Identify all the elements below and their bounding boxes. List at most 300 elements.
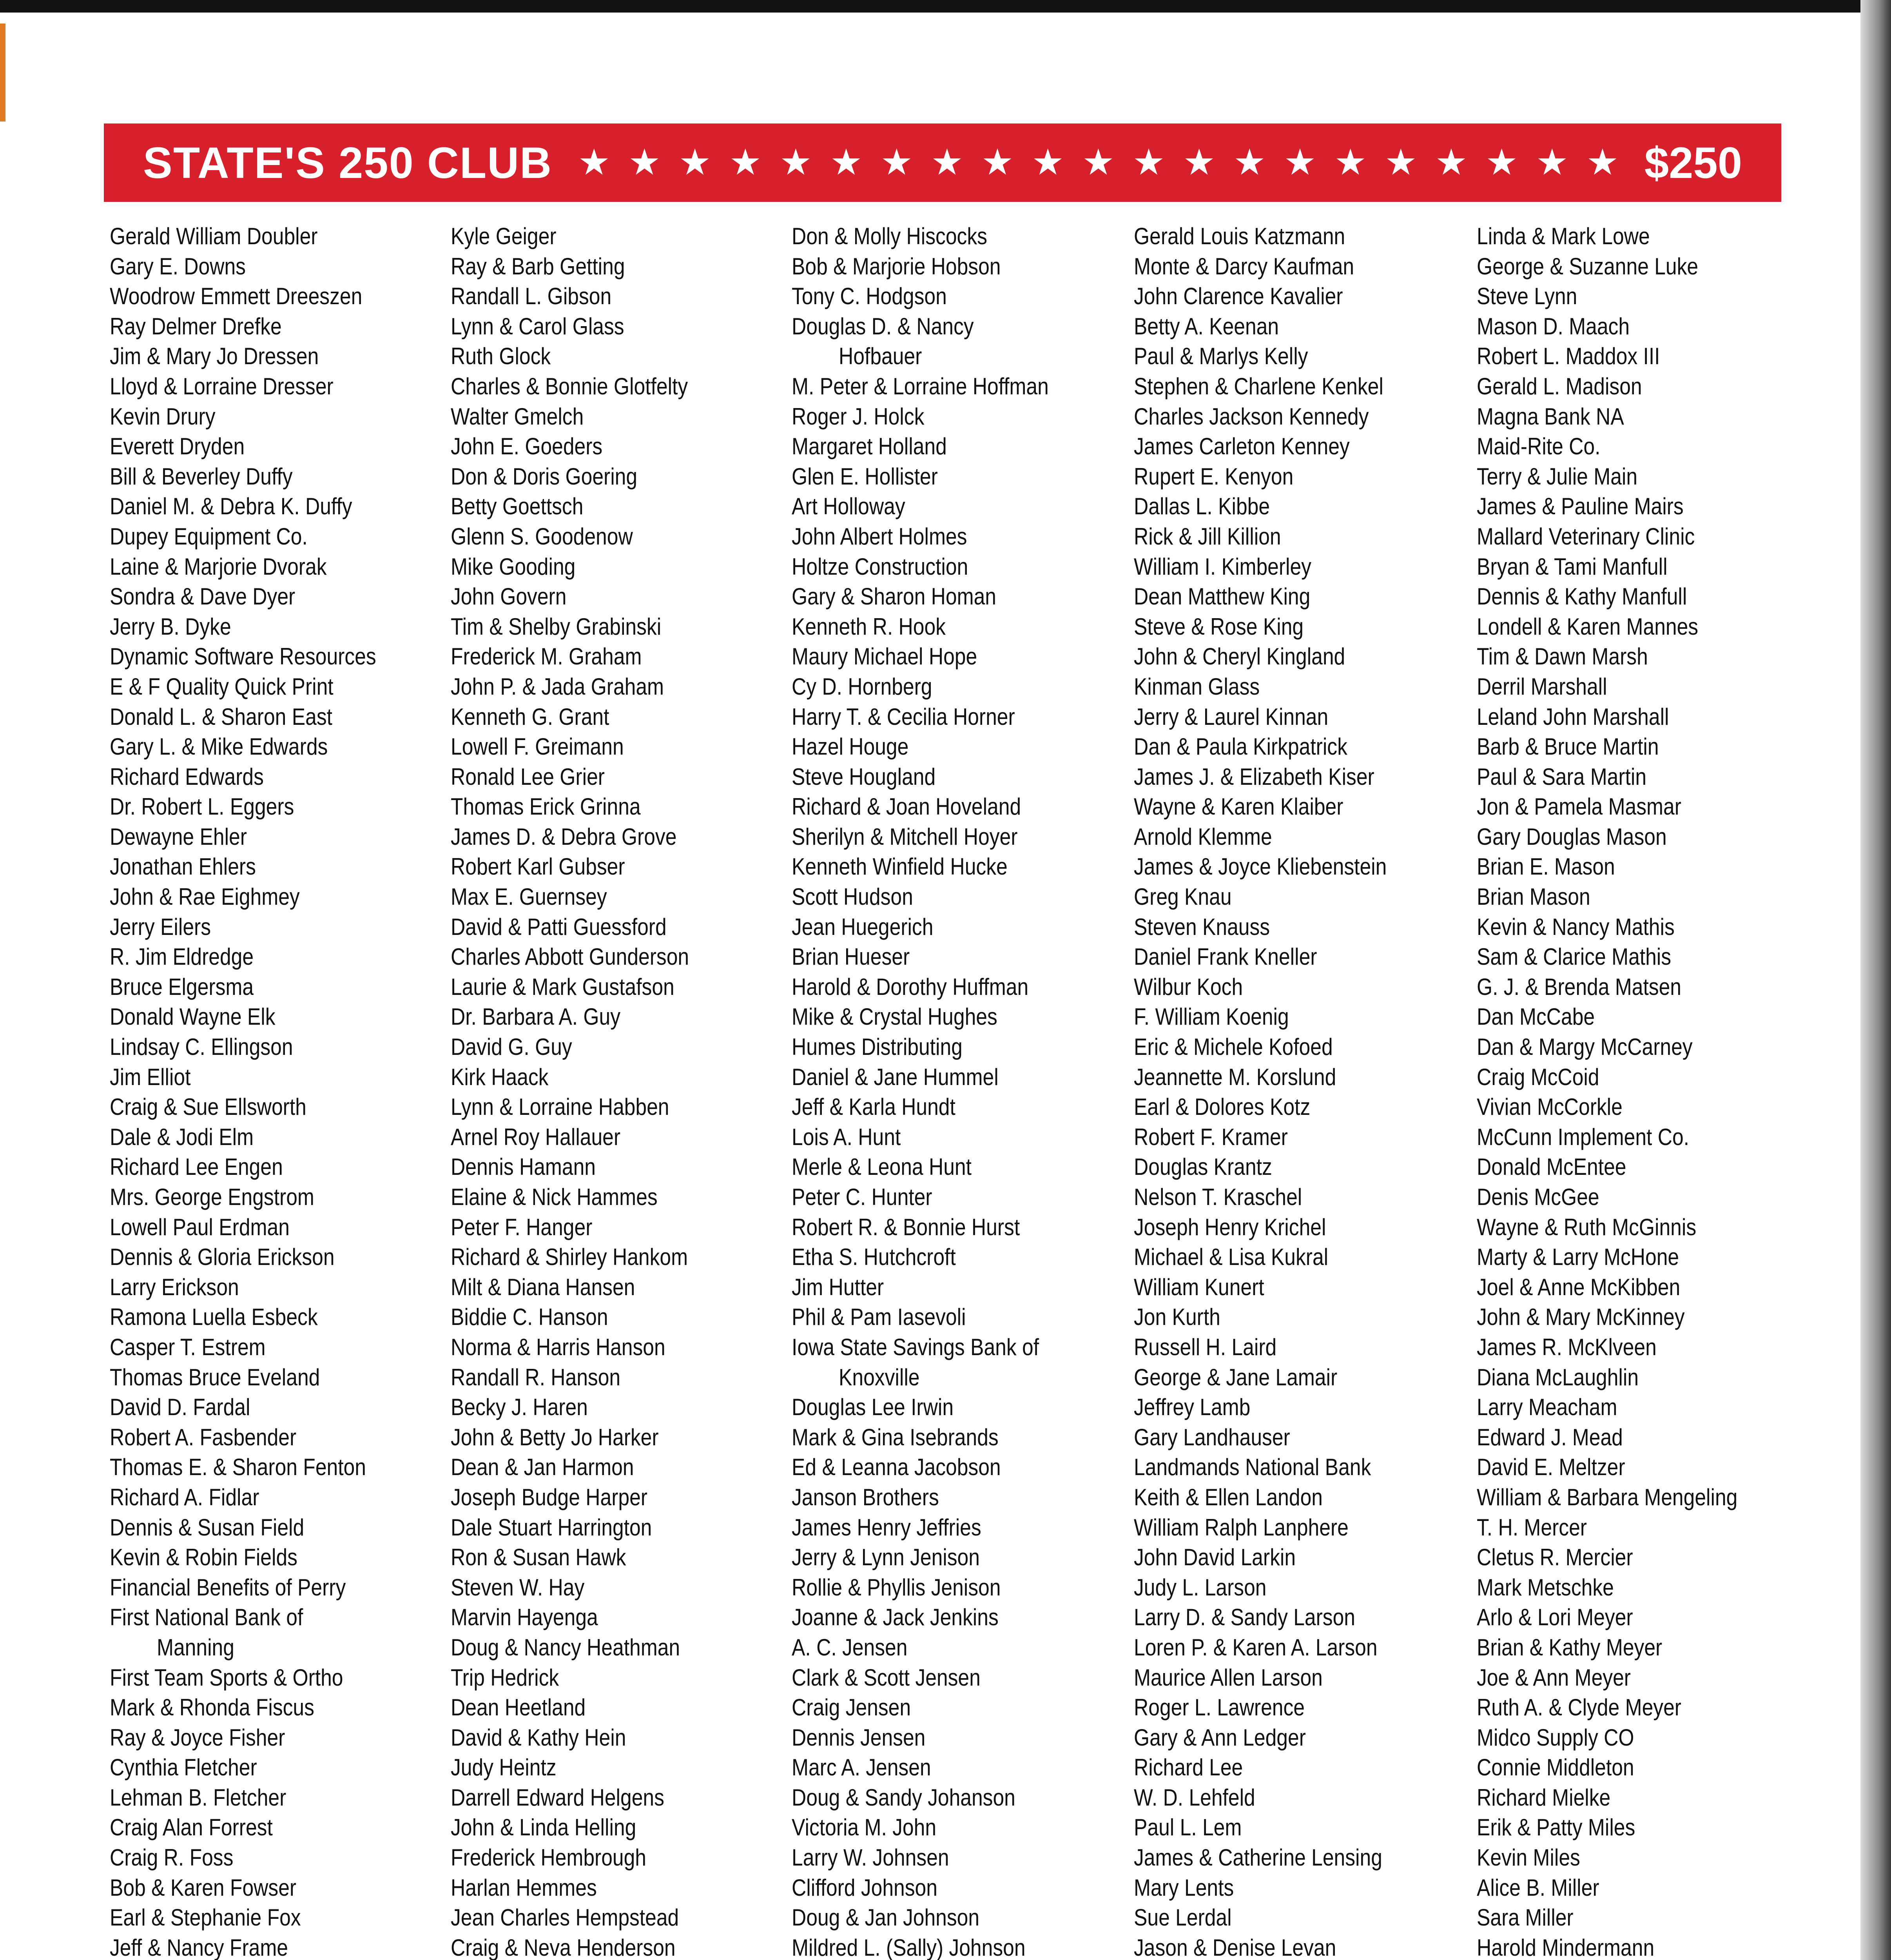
donor-name: John & Betty Jo Harker [451,1424,659,1450]
donor-name: Ramona Luella Esbeck [110,1304,318,1330]
donor-name: Frederick Hembrough [451,1844,647,1871]
donor-name: Everett Dryden [110,433,245,460]
donor-name: Robert Karl Gubser [451,853,625,880]
donor-name: John & Rae Eighmey [110,884,300,910]
donor-name: Nelson T. Kraschel [1134,1184,1302,1210]
donor-name: David E. Meltzer [1477,1454,1625,1481]
donor-name: Lehman B. Fletcher [110,1784,286,1811]
donor-name: Mary Lents [1134,1874,1234,1901]
donor-name: William Ralph Lanphere [1134,1514,1349,1541]
donor-column-5 [1477,221,1806,1960]
donor-name: Thomas Bruce Eveland [110,1364,320,1390]
donor-name: Connie Middleton [1477,1754,1634,1781]
donor-name: Ron & Susan Hawk [451,1544,626,1571]
donor-name: Jeff & Nancy Frame [110,1934,288,1960]
donor-name: Iowa State Savings Bank of [792,1334,1039,1360]
donor-name: Landmands National Bank [1134,1454,1371,1481]
donor-name: Magna Bank NA [1477,403,1624,430]
donor-name: David D. Fardal [110,1394,250,1421]
left-edge-mark [0,24,5,122]
donor-name: Larry D. & Sandy Larson [1134,1604,1356,1631]
donor-name: Cynthia Fletcher [110,1754,257,1781]
star-icon: ★ [1084,145,1113,180]
donor-name: Lowell F. Greimann [451,733,624,760]
star-icon: ★ [832,145,861,180]
donor-name: John Govern [451,583,567,610]
donor-name: Jerry & Laurel Kinnan [1134,703,1329,730]
donor-name: Tony C. Hodgson [792,283,947,310]
donor-name: Trip Hedrick [451,1664,559,1691]
donor-name: A. C. Jensen [792,1634,908,1661]
donor-name: Peter F. Hanger [451,1214,593,1240]
donor-column-2 [451,221,780,1960]
donor-name: Paul & Marlys Kelly [1134,343,1308,370]
donor-name: Donald McEntee [1477,1154,1626,1180]
donor-name: Jonathan Ehlers [110,853,256,880]
banner-stars [580,147,1617,179]
donor-name: Jon Kurth [1134,1304,1220,1330]
donor-name: Jim & Mary Jo Dressen [110,343,319,370]
donor-name: Dewayne Ehler [110,823,247,850]
donor-name: Joseph Henry Krichel [1134,1214,1326,1240]
donor-name: Etha S. Hutchcroft [792,1244,956,1270]
banner-title: STATE'S 250 CLUB [143,138,552,187]
donor-name: Gerald Louis Katzmann [1134,223,1345,249]
donor-name: Clifford Johnson [792,1874,937,1901]
donor-name: William Kunert [1134,1274,1264,1300]
donor-name: E & F Quality Quick Print [110,673,334,700]
donor-name-continuation: Manning [157,1634,234,1661]
donor-name: Dean & Jan Harmon [451,1454,634,1481]
donor-name: Charles & Bonnie Glotfelty [451,373,688,399]
donor-name: Dan & Margy McCarney [1477,1034,1693,1060]
donor-name: Rupert E. Kenyon [1134,463,1294,490]
donor-name: Jon & Pamela Masmar [1477,793,1681,820]
donor-name: David & Kathy Hein [451,1724,626,1751]
donor-name: Daniel M. & Debra K. Duffy [110,493,352,520]
donor-name: T. H. Mercer [1477,1514,1587,1541]
donor-name: Max E. Guernsey [451,884,607,910]
donor-name: Sue Lerdal [1134,1904,1232,1931]
donor-name: Gerald William Doubler [110,223,318,249]
donor-name: Lois A. Hunt [792,1123,901,1150]
donor-name: Mike Gooding [451,553,576,580]
donor-name: Financial Benefits of Perry [110,1574,346,1601]
donor-name: Rollie & Phyllis Jenison [792,1574,1001,1601]
donor-name: Richard & Shirley Hankom [451,1244,688,1270]
donor-name: Charles Jackson Kennedy [1134,403,1369,430]
donor-name: Paul & Sara Martin [1477,763,1647,790]
donor-name: Jim Hutter [792,1274,884,1300]
donor-name: Roger J. Holck [792,403,925,430]
donor-name: Doug & Jan Johnson [792,1904,980,1931]
donor-name: Thomas E. & Sharon Fenton [110,1454,366,1481]
donor-name: Craig Jensen [792,1694,911,1721]
star-icon: ★ [882,145,911,180]
donor-name: Bob & Karen Fowser [110,1874,297,1901]
donor-name: Gary L. & Mike Edwards [110,733,328,760]
donor-name: George & Jane Lamair [1134,1364,1338,1390]
donor-name: Dennis Hamann [451,1154,596,1180]
donor-name: John & Mary McKinney [1477,1304,1685,1330]
donor-name: Dr. Barbara A. Guy [451,1004,621,1030]
donor-name: Dan McCabe [1477,1004,1595,1030]
donor-name: Earl & Dolores Kotz [1134,1094,1311,1120]
star-icon: ★ [731,145,760,180]
donor-name: Mark Metschke [1477,1574,1614,1601]
donor-name: Dennis & Susan Field [110,1514,305,1541]
star-icon: ★ [1235,145,1264,180]
donor-name: Cy D. Hornberg [792,673,932,700]
donor-name: James J. & Elizabeth Kiser [1134,763,1374,790]
star-icon: ★ [1033,145,1062,180]
donor-name: Don & Doris Goering [451,463,638,490]
donor-name: Kyle Geiger [451,223,557,249]
donor-name: John David Larkin [1134,1544,1296,1571]
donor-name: Brian & Kathy Meyer [1477,1634,1663,1661]
donor-name: Gerald L. Madison [1477,373,1642,399]
donor-name: M. Peter & Lorraine Hoffman [792,373,1049,399]
donor-name: Wilbur Koch [1134,973,1243,1000]
donor-name: Edward J. Mead [1477,1424,1623,1450]
donor-name: Leland John Marshall [1477,703,1669,730]
donor-name: Jason & Denise Levan [1134,1934,1336,1960]
donor-name: Dale & Jodi Elm [110,1123,254,1150]
star-icon: ★ [1184,145,1214,180]
donor-name: Michael & Lisa Kukral [1134,1244,1329,1270]
star-icon: ★ [1134,145,1163,180]
donor-name: Judy Heintz [451,1754,557,1781]
donor-name: James R. McKlveen [1477,1334,1657,1360]
star-icon: ★ [630,145,659,180]
star-icon: ★ [1487,145,1516,180]
donor-name: Dale Stuart Harrington [451,1514,652,1541]
donor-name: Marty & Larry McHone [1477,1244,1679,1270]
donor-name: Kinman Glass [1134,673,1260,700]
donor-name: Ruth Glock [451,343,551,370]
donor-name: Dr. Robert L. Eggers [110,793,294,820]
donor-name: Mark & Rhonda Fiscus [110,1694,314,1721]
donor-name: Mike & Crystal Hughes [792,1004,997,1030]
donor-name: Wayne & Ruth McGinnis [1477,1214,1697,1240]
star-icon: ★ [1588,145,1617,180]
donor-name: F. William Koenig [1134,1004,1289,1030]
donor-name: Milt & Diana Hansen [451,1274,635,1300]
donor-name: Mark & Gina Isebrands [792,1424,999,1450]
donor-name: William & Barbara Mengeling [1477,1484,1738,1510]
star-icon: ★ [680,145,709,180]
donor-name: Donald Wayne Elk [110,1004,276,1030]
donor-name: Charles Abbott Gunderson [451,944,689,970]
donor-name: Lowell Paul Erdman [110,1214,290,1240]
donor-name: Dennis Jensen [792,1724,926,1751]
donor-name: Kevin Drury [110,403,216,430]
donor-name: James & Joyce Kliebenstein [1134,853,1387,880]
donor-name: Glenn S. Goodenow [451,523,633,550]
donor-name: Arlo & Lori Meyer [1477,1604,1633,1631]
donor-name: Marvin Hayenga [451,1604,598,1631]
donor-name: Robert R. & Bonnie Hurst [792,1214,1020,1240]
donor-name: Kevin Miles [1477,1844,1580,1871]
donor-name: Richard A. Fidlar [110,1484,259,1510]
donor-name: Greg Knau [1134,884,1232,910]
donor-name: Craig & Neva Henderson [451,1934,676,1960]
donor-name: Douglas Krantz [1134,1154,1272,1180]
donor-name: Robert F. Kramer [1134,1123,1288,1150]
donor-name: George & Suzanne Luke [1477,253,1699,279]
donor-name: Humes Distributing [792,1034,963,1060]
donor-name: Frederick M. Graham [451,643,642,670]
donor-name: James Carleton Kenney [1134,433,1350,460]
donor-name: Cletus R. Mercier [1477,1544,1633,1571]
donor-name: Gary & Sharon Homan [792,583,996,610]
donor-name: Scott Hudson [792,884,913,910]
star-icon: ★ [1336,145,1365,180]
donor-name: Steve Hougland [792,763,936,790]
donor-name: Craig McCoid [1477,1063,1599,1090]
donor-name: Jean Charles Hempstead [451,1904,679,1931]
donor-name: Bryan & Tami Manfull [1477,553,1668,580]
donor-name: Richard & Joan Hoveland [792,793,1021,820]
donor-name: G. J. & Brenda Matsen [1477,973,1681,1000]
donor-name: Laine & Marjorie Dvorak [110,553,327,580]
donor-name: Dennis & Gloria Erickson [110,1244,335,1270]
donor-name: Richard Lee [1134,1754,1243,1781]
donor-name: Lindsay C. Ellingson [110,1034,293,1060]
donor-name: Don & Molly Hiscocks [792,223,987,249]
donor-name: John & Cheryl Kingland [1134,643,1345,670]
donor-name: Craig R. Foss [110,1844,234,1871]
donor-name: Harold Mindermann [1477,1934,1655,1960]
donor-name: Eric & Michele Kofoed [1134,1034,1333,1060]
donor-name: Keith & Ellen Landon [1134,1484,1323,1510]
donor-name: Janson Brothers [792,1484,939,1510]
donor-name: Ed & Leanna Jacobson [792,1454,1001,1481]
star-icon: ★ [580,145,609,180]
donor-name: Mallard Veterinary Clinic [1477,523,1695,550]
donor-name: Steven Knauss [1134,913,1270,940]
donor-name: Bill & Beverley Duffy [110,463,293,490]
donor-name: Laurie & Mark Gustafson [451,973,674,1000]
donor-name: Thomas Erick Grinna [451,793,641,820]
donor-name: Dan & Paula Kirkpatrick [1134,733,1347,760]
donor-name: Randall R. Hanson [451,1364,621,1390]
donor-name: Arnold Klemme [1134,823,1272,850]
donor-name: Jim Elliot [110,1063,191,1090]
donor-name: Daniel & Jane Hummel [792,1063,999,1090]
donor-name: John Albert Holmes [792,523,967,550]
donor-name: Steve & Rose King [1134,613,1304,640]
donor-name: Ray Delmer Drefke [110,313,282,339]
donor-name: Merle & Leona Hunt [792,1154,972,1180]
donor-name: Jerry & Lynn Jenison [792,1544,980,1571]
donor-name: Robert L. Maddox III [1477,343,1660,370]
donor-name: Sara Miller [1477,1904,1574,1931]
donor-name: Marc A. Jensen [792,1754,931,1781]
donor-name: Maid-Rite Co. [1477,433,1601,460]
donor-name: Elaine & Nick Hammes [451,1184,658,1210]
donor-name: Darrell Edward Helgens [451,1784,664,1811]
donor-name: Betty Goettsch [451,493,584,520]
donor-name: Kevin & Robin Fields [110,1544,297,1571]
donor-name: Richard Mielke [1477,1784,1611,1811]
donor-name: Harold & Dorothy Huffman [792,973,1029,1000]
donor-name: Larry W. Johnsen [792,1844,949,1871]
donor-name: Walter Gmelch [451,403,584,430]
donor-name: Maury Michael Hope [792,643,977,670]
donor-name: W. D. Lehfeld [1134,1784,1255,1811]
donor-name: First National Bank of [110,1604,303,1631]
donor-name: Douglas D. & Nancy [792,313,974,339]
donor-name: Clark & Scott Jensen [792,1664,981,1691]
donor-name: Paul L. Lem [1134,1814,1242,1841]
donor-name: Ray & Barb Getting [451,253,625,279]
donor-name: Joanne & Jack Jenkins [792,1604,999,1631]
donor-name: Hazel Houge [792,733,909,760]
donor-name: Brian Mason [1477,884,1590,910]
donor-name: William I. Kimberley [1134,553,1311,580]
donor-name: McCunn Implement Co. [1477,1123,1690,1150]
donor-name: Gary Landhauser [1134,1424,1290,1450]
donor-name: Monte & Darcy Kaufman [1134,253,1354,279]
donor-name: David & Patti Guessford [451,913,667,940]
donor-column-3 [792,221,1121,1960]
donor-name: Mason D. Maach [1477,313,1630,339]
donor-name-continuation: Hofbauer [839,343,922,370]
donor-name: Loren P. & Karen A. Larson [1134,1634,1378,1661]
star-icon: ★ [932,145,962,180]
donor-name: John P. & Jada Graham [451,673,664,700]
donor-name: James D. & Debra Grove [451,823,677,850]
top-edge-bar [0,0,1891,13]
donor-column-1 [110,221,439,1960]
donor-name: Rick & Jill Killion [1134,523,1281,550]
donor-name: Jeff & Karla Hundt [792,1094,955,1120]
donor-name: Barb & Bruce Martin [1477,733,1659,760]
donor-name: Steven W. Hay [451,1574,585,1601]
donor-name: Harlan Hemmes [451,1874,597,1901]
donor-name: Betty A. Keenan [1134,313,1279,339]
star-icon: ★ [781,145,810,180]
donor-name: Alice B. Miller [1477,1874,1599,1901]
donor-name: Wayne & Karen Klaiber [1134,793,1343,820]
donor-name: Dynamic Software Resources [110,643,376,670]
donor-name: Stephen & Charlene Kenkel [1134,373,1383,399]
donor-name: Kirk Haack [451,1063,549,1090]
donor-name-continuation: Knoxville [839,1364,920,1390]
donor-name: Kenneth Winfield Hucke [792,853,1008,880]
donor-name: First Team Sports & Ortho [110,1664,343,1691]
donor-name: Tim & Dawn Marsh [1477,643,1648,670]
donor-name: Gary & Ann Ledger [1134,1724,1306,1751]
donor-name: Kenneth R. Hook [792,613,946,640]
star-icon: ★ [983,145,1012,180]
donor-name: Bruce Elgersma [110,973,254,1000]
donor-name: Linda & Mark Lowe [1477,223,1650,249]
donor-name: Casper T. Estrem [110,1334,266,1360]
donor-name: Richard Lee Engen [110,1154,283,1180]
donor-name: Jean Huegerich [792,913,934,940]
donor-name: Larry Meacham [1477,1394,1617,1421]
donor-name: Dallas L. Kibbe [1134,493,1270,520]
donor-name: Becky J. Haren [451,1394,588,1421]
donor-name: Joseph Budge Harper [451,1484,647,1510]
donor-name: Jeannette M. Korslund [1134,1063,1336,1090]
star-icon: ★ [1285,145,1314,180]
donor-name: Tim & Shelby Grabinski [451,613,662,640]
donor-name: Earl & Stephanie Fox [110,1904,301,1931]
donor-name: Steve Lynn [1477,283,1577,310]
donor-name: Kenneth G. Grant [451,703,609,730]
donor-name: Craig Alan Forrest [110,1814,273,1841]
donor-name: Lynn & Carol Glass [451,313,624,339]
donor-name: Donald L. & Sharon East [110,703,332,730]
donor-name: Doug & Nancy Heathman [451,1634,680,1661]
donor-name: Sherilyn & Mitchell Hoyer [792,823,1018,850]
donor-name: Craig & Sue Ellsworth [110,1094,306,1120]
donor-name: Phil & Pam Iasevoli [792,1304,966,1330]
donor-name: Mildred L. (Sally) Johnson [792,1934,1026,1960]
star-icon: ★ [1537,145,1566,180]
page-spine-shadow [1860,0,1891,1960]
donor-name: Dean Heetland [451,1694,586,1721]
star-icon: ★ [1437,145,1466,180]
donor-name: Diana McLaughlin [1477,1364,1639,1390]
donor-name: Larry Erickson [110,1274,239,1300]
donor-name: Kevin & Nancy Mathis [1477,913,1675,940]
donor-name: Harry T. & Cecilia Horner [792,703,1015,730]
donor-name: Jeffrey Lamb [1134,1394,1251,1421]
donor-name: Dupey Equipment Co. [110,523,308,550]
donor-name: Douglas Lee Irwin [792,1394,954,1421]
donor-name: Daniel Frank Kneller [1134,944,1317,970]
donor-name: Peter C. Hunter [792,1184,932,1210]
donor-name: Holtze Construction [792,553,968,580]
donor-name: Randall L. Gibson [451,283,612,310]
donor-name: Russell H. Laird [1134,1334,1277,1360]
donor-name: Doug & Sandy Johanson [792,1784,1015,1811]
donor-name: Derril Marshall [1477,673,1607,700]
donor-name: Richard Edwards [110,763,264,790]
donor-name: Vivian McCorkle [1477,1094,1623,1120]
donor-name: John Clarence Kavalier [1134,283,1343,310]
donor-name: Glen E. Hollister [792,463,938,490]
donor-name: Maurice Allen Larson [1134,1664,1323,1691]
donor-name: Erik & Patty Miles [1477,1814,1635,1841]
donor-name: Roger L. Lawrence [1134,1694,1305,1721]
section-banner [104,123,1781,202]
donor-name: Joe & Ann Meyer [1477,1664,1631,1691]
donor-name: Ruth A. & Clyde Meyer [1477,1694,1681,1721]
donor-name: Bob & Marjorie Hobson [792,253,1001,279]
donor-name: Denis McGee [1477,1184,1599,1210]
donor-name: Joel & Anne McKibben [1477,1274,1681,1300]
donor-name: Biddie C. Hanson [451,1304,608,1330]
donor-name: Judy L. Larson [1134,1574,1267,1601]
donor-name: Woodrow Emmett Dreeszen [110,283,363,310]
donor-name: Ronald Lee Grier [451,763,605,790]
donor-name: Dean Matthew King [1134,583,1311,610]
donor-name: Brian Hueser [792,944,910,970]
donor-name: Lloyd & Lorraine Dresser [110,373,334,399]
donor-name: James & Catherine Lensing [1134,1844,1382,1871]
donor-name: David G. Guy [451,1034,572,1060]
donor-name: Jerry B. Dyke [110,613,231,640]
donor-name: Arnel Roy Hallauer [451,1123,621,1150]
donor-name: Ray & Joyce Fisher [110,1724,285,1751]
donor-name: Art Holloway [792,493,905,520]
donor-column-4 [1134,221,1463,1960]
